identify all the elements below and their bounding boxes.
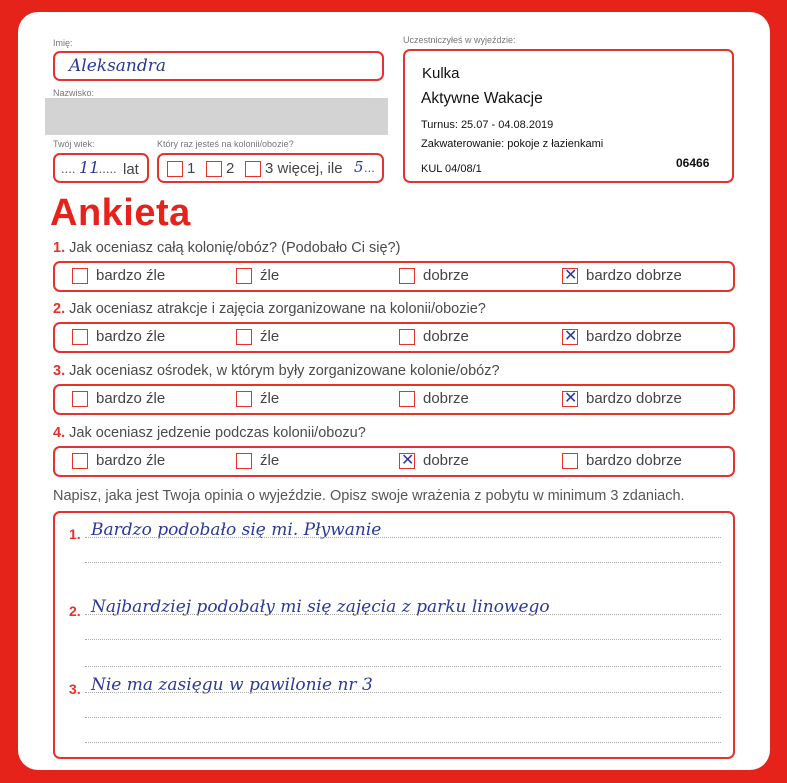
question-3-label: Jak oceniasz ośrodek, w którym były zorganizowane kolonie/obóz? bbox=[69, 363, 500, 379]
opinion-entry-2-number: 2. bbox=[69, 603, 81, 619]
writing-line bbox=[85, 614, 721, 615]
q1-option-label: bardzo źle bbox=[96, 267, 166, 284]
writing-line bbox=[85, 562, 721, 563]
writing-line bbox=[85, 742, 721, 743]
q1-checkbox-dobrze[interactable] bbox=[399, 268, 415, 284]
writing-line bbox=[85, 639, 721, 640]
camp-label: Uczestniczyłeś w wyjeździe: bbox=[403, 35, 516, 45]
question-3-number: 3. bbox=[53, 363, 66, 379]
writing-line bbox=[85, 717, 721, 718]
camp-program: Aktywne Wakacje bbox=[421, 90, 543, 107]
page-title: Ankieta bbox=[50, 192, 191, 234]
q4-option-label: bardzo źle bbox=[96, 452, 166, 469]
surname-redacted bbox=[45, 98, 388, 135]
writing-line bbox=[85, 692, 721, 693]
age-value: 11 bbox=[79, 158, 100, 177]
q2-checkbox-dobrze[interactable] bbox=[399, 329, 415, 345]
times-label: Który raz jesteś na kolonii/obozie? bbox=[157, 139, 294, 149]
q4-checkbox-zle[interactable] bbox=[236, 453, 252, 469]
age-unit: lat bbox=[123, 161, 139, 178]
question-1-text bbox=[53, 240, 400, 256]
camp-name: Kulka bbox=[422, 65, 460, 82]
writing-line bbox=[85, 537, 721, 538]
opinion-prompt: Napisz, jaka jest Twoja opinia o wyjeździe. Opisz swoje wrażenia z pobytu w minimum 3 zdaniach. bbox=[53, 488, 685, 504]
writing-line bbox=[85, 666, 721, 667]
times-dots: ... bbox=[364, 160, 375, 175]
question-1-number: 1. bbox=[53, 240, 66, 256]
opinion-entry-1-number: 1. bbox=[69, 526, 81, 542]
q3-checkbox-zle[interactable] bbox=[236, 391, 252, 407]
question-4-label: Jak oceniasz jedzenie podczas kolonii/obozu? bbox=[69, 425, 366, 441]
q2-checkbox-bardzo-dobrze[interactable] bbox=[562, 326, 578, 345]
camp-turnus: Turnus: 25.07 - 04.08.2019 bbox=[421, 119, 554, 131]
opinion-entry-3-text: Nie ma zasięgu w pawilonie nr 3 bbox=[91, 675, 373, 695]
times-opt1-label: 1 bbox=[187, 160, 196, 177]
check-mark-icon: ✕ bbox=[564, 265, 578, 284]
q3-option-label: źle bbox=[260, 390, 280, 407]
opinion-entry-1-text: Bardzo podobało się mi. Pływanie bbox=[91, 520, 382, 540]
times-field bbox=[157, 153, 384, 183]
q3-option-label: bardzo dobrze bbox=[586, 390, 682, 407]
camp-accommodation: Zakwaterowanie: pokoje z łazienkami bbox=[421, 138, 604, 150]
q4-checkbox-bardzo-dobrze[interactable] bbox=[562, 453, 578, 469]
q3-checkbox-dobrze[interactable] bbox=[399, 391, 415, 407]
q4-checkbox-dobrze[interactable] bbox=[399, 450, 415, 469]
q2-checkbox-bardzo-zle[interactable] bbox=[72, 329, 88, 345]
opinion-entry-3-number: 3. bbox=[69, 681, 81, 697]
q1-checkbox-zle[interactable] bbox=[236, 268, 252, 284]
opinion-entry-2-text: Najbardziej podobały mi się zajęcia z parku linowego bbox=[91, 597, 550, 617]
q3-option-label: dobrze bbox=[423, 390, 469, 407]
age-label: Twój wiek: bbox=[53, 139, 95, 149]
age-dots-right: ...... bbox=[95, 161, 117, 176]
question-2-label: Jak oceniasz atrakcje i zajęcia zorganizowane na kolonii/obozie? bbox=[69, 301, 486, 317]
camp-number: 06466 bbox=[676, 156, 710, 170]
times-opt3-label: 3 więcej, ile bbox=[265, 160, 343, 177]
times-checkbox-1[interactable] bbox=[167, 161, 183, 177]
age-dots-left: .... bbox=[61, 161, 76, 176]
q4-option-label: dobrze bbox=[423, 452, 469, 469]
q1-option-label: źle bbox=[260, 267, 280, 284]
q2-checkbox-zle[interactable] bbox=[236, 329, 252, 345]
opinion-box[interactable] bbox=[53, 511, 735, 759]
times-opt2-label: 2 bbox=[226, 160, 235, 177]
q1-checkbox-bardzo-dobrze[interactable] bbox=[562, 265, 578, 284]
q2-option-label: bardzo dobrze bbox=[586, 328, 682, 345]
q1-option-label: bardzo dobrze bbox=[586, 267, 682, 284]
times-checkbox-3[interactable] bbox=[245, 161, 261, 177]
q2-option-label: źle bbox=[260, 328, 280, 345]
name-label: Imię: bbox=[53, 38, 73, 48]
q2-option-label: dobrze bbox=[423, 328, 469, 345]
question-2-text bbox=[53, 301, 486, 317]
q4-option-label: bardzo dobrze bbox=[586, 452, 682, 469]
times-checkbox-2[interactable] bbox=[206, 161, 222, 177]
q2-option-label: bardzo źle bbox=[96, 328, 166, 345]
check-mark-icon: ✕ bbox=[401, 450, 415, 469]
q3-checkbox-bardzo-dobrze[interactable] bbox=[562, 388, 578, 407]
q1-option-label: dobrze bbox=[423, 267, 469, 284]
check-mark-icon: ✕ bbox=[564, 388, 578, 407]
q1-checkbox-bardzo-zle[interactable] bbox=[72, 268, 88, 284]
name-value: Aleksandra bbox=[69, 56, 167, 76]
camp-box bbox=[403, 49, 734, 183]
question-4-text bbox=[53, 425, 366, 441]
camp-code: KUL 04/08/1 bbox=[421, 163, 482, 175]
question-2-number: 2. bbox=[53, 301, 66, 317]
q3-checkbox-bardzo-zle[interactable] bbox=[72, 391, 88, 407]
question-3-text bbox=[53, 363, 500, 379]
surname-label: Nazwisko: bbox=[53, 88, 95, 98]
name-field[interactable] bbox=[53, 51, 384, 81]
question-4-number: 4. bbox=[53, 425, 66, 441]
times-value: 5 bbox=[354, 158, 364, 176]
q3-option-label: bardzo źle bbox=[96, 390, 166, 407]
check-mark-icon: ✕ bbox=[564, 326, 578, 345]
age-field[interactable] bbox=[53, 153, 149, 183]
question-1-label: Jak oceniasz całą kolonię/obóz? (Podobało Ci się?) bbox=[69, 240, 401, 256]
q4-option-label: źle bbox=[260, 452, 280, 469]
q4-checkbox-bardzo-zle[interactable] bbox=[72, 453, 88, 469]
